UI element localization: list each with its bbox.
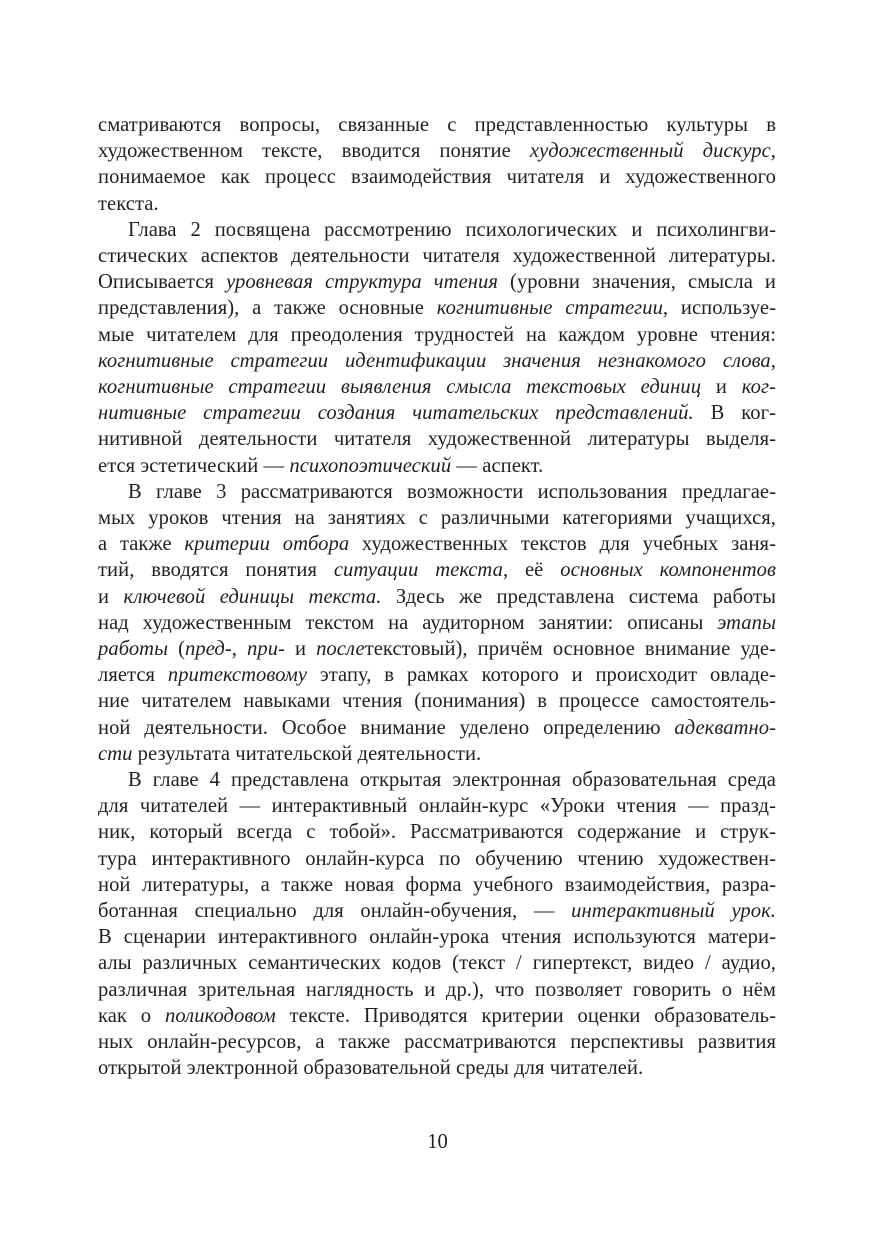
text-run: , [770,140,776,163]
page-number: 10 [427,1131,448,1153]
text-line [98,661,776,689]
italic-term: сти [98,742,133,765]
text-line [98,792,776,820]
text-run: ной деятельности. Особое внимание уделено определению [98,716,675,739]
italic-term: ключевой единицы текста. [123,585,382,608]
text-run: для читателей — интерактивный онлайн-курс «Уроки чтения — празд- [98,795,776,818]
italic-term: психопоэтический [289,454,452,477]
text-run: открытой электронной образовательной среды для читателей. [98,1057,644,1080]
text-run: мые читателем для преодоления трудностей на каждом уровне чтения: [98,323,776,346]
italic-term: интерактивный урок. [571,900,776,922]
text-line [128,478,776,506]
text-run: и [98,585,124,608]
text-line [98,1054,776,1082]
text-line [98,845,776,873]
italic-term: поликодовом [164,1004,276,1027]
text-line [98,714,776,742]
italic-term: при- [247,638,285,660]
text-run: тексте. Приводятся критерии оценки образователь- [275,1004,777,1027]
text-line [98,687,776,715]
text-line [98,609,776,637]
text-run: ной литературы, а также новая форма учебного взаимодействия, разра- [98,873,776,896]
italic-term: критерии отбора [184,533,350,556]
italic-term: ситуации текста [333,559,503,582]
text-line [98,556,776,584]
text-run: ние читателем навыками чтения (понимания) в процессе самостоятель- [98,690,776,713]
text-line [98,818,776,846]
text-line [98,504,776,532]
text-line [98,347,776,375]
text-run: ( [168,638,186,660]
italic-term: уровневая структура чтения [226,271,499,294]
text-run: нитивной деятельности читателя художественной литературы выделя- [98,428,776,451]
italic-term: после [316,638,365,660]
text-run: над художественным текстом на аудиторном занятии: описаны [98,611,718,634]
text-line [98,268,776,296]
italic-term: работы [98,638,169,660]
text-line [98,163,776,191]
text-run: а также [98,533,185,556]
text-run: В главе 4 представлена открытая электронная образовательная среда [128,769,776,791]
text-line [128,766,776,794]
text-run: В сценарии интерактивного онлайн-урока чтения используются матери- [98,926,776,949]
text-run: текстовый), причём основное внимание уде- [364,638,776,660]
text-run: художественном тексте, вводится понятие [98,140,530,163]
text-run: художественных текстов для учебных заня- [349,533,776,556]
text-run: понимаемое как процесс взаимодействия читателя и художественного [98,166,776,189]
text-line [98,425,776,453]
italic-term: ког- [741,376,777,398]
text-run: как о [98,1004,165,1027]
text-line [98,321,776,349]
italic-term: нитивные стратегии создания читательских представлений. [98,402,694,425]
text-line [98,976,776,1004]
text-run: — аспект. [451,454,544,477]
text-run: ботанная специально для онлайн-обучения, — [98,900,572,922]
text-run: мых уроков чтения на занятиях с различными категориями учащихся, [98,507,776,529]
italic-term: когнитивные стратегии идентификации значения незнакомого слова [98,349,771,372]
text-run: тий, вводятся понятия [98,559,334,582]
text-line [98,111,776,139]
text-run: Глава 2 посвящена рассмотрению психологических и психолингви- [128,218,776,241]
italic-term: адекватно- [674,716,776,739]
text-line [98,583,776,611]
text-line [98,1028,776,1056]
text-run: и [284,638,317,660]
text-run: Здесь же представлена система работы [381,585,776,608]
text-run: , [231,638,247,660]
text-run: текста. [98,192,159,215]
text-run: В главе 3 рассматриваются возможности использования предлагае- [128,480,776,503]
text-run: тура интерактивного онлайн-курса по обучению чтению художествен- [98,847,776,870]
text-run: Описывается [98,271,227,294]
italic-term: этапы [717,611,776,634]
text-run: , [770,349,776,372]
text-run: В ког- [693,402,776,425]
text-run: различная зрительная наглядность и др.), что позволяет говорить о нём [98,978,776,1001]
text-run: , её [502,559,561,582]
text-run: ется эстетический — [98,454,290,477]
text-line [98,949,776,977]
text-line [98,294,776,322]
text-run: сматриваются вопросы, связанные с представленностью культуры в [98,114,776,136]
italic-term: пред- [185,638,232,660]
text-line [98,530,776,558]
text-run: представления), а также основные [98,297,437,320]
italic-term: когнитивные стратегии выявления смысла текстовых единиц [98,376,702,398]
italic-term: притекстовому [167,664,308,687]
text-line [98,1002,776,1030]
text-line [98,923,776,951]
text-run: этапу, в рамках которого и происходит овладе- [307,664,776,687]
text-line [98,897,776,925]
text-run: и [701,376,742,398]
text-run: ляется [98,664,168,687]
italic-term: художественный дискурс [529,140,771,163]
text-line [98,740,776,768]
italic-term: когнитивные стратегии [436,297,663,320]
text-run: результата читательской деятельности. [132,742,482,765]
text-run: стических аспектов деятельности читателя художественной литературы. [98,245,776,267]
text-line [98,190,776,218]
text-line [128,216,776,244]
text-line [98,452,776,480]
text-run: (уровни значения, смысла и [498,271,776,294]
text-line [98,373,776,401]
text-run: алы различных семантических кодов (текст / гипертекст, видео / аудио, [98,952,776,975]
text-line [98,137,776,165]
text-run: ных онлайн-ресурсов, а также рассматриваются перспективы развития [98,1031,776,1053]
text-run: ник, который всегда с тобой». Рассматриваются содержание и струк- [98,821,776,844]
text-line [98,871,776,899]
text-run: , используе- [662,297,776,320]
text-line [98,635,776,663]
text-line [98,242,776,270]
italic-term: основных компонентов [560,559,776,582]
text-line [98,399,776,427]
